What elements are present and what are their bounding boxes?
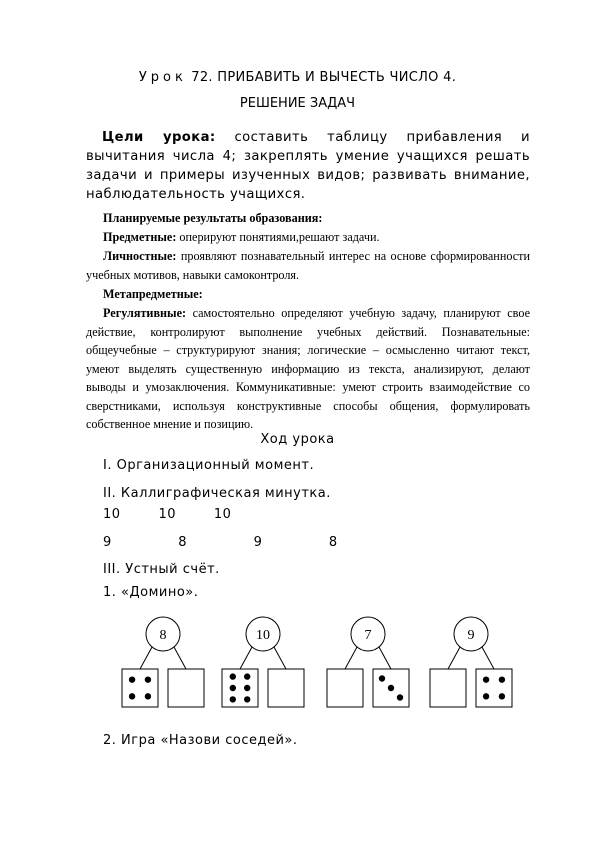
domino-number: 8 xyxy=(159,628,167,643)
connector-line xyxy=(274,647,286,669)
subject-label: Предметные: xyxy=(103,230,177,244)
domino-left-half xyxy=(327,669,363,707)
connector-line xyxy=(174,647,186,669)
connector-line xyxy=(448,647,460,669)
domino-pip xyxy=(397,694,403,700)
personal-outcomes xyxy=(86,247,530,284)
domino-right-half xyxy=(476,669,512,707)
subject-text: оперируют понятиями,решают задачи. xyxy=(176,230,380,244)
calligraphy-row-tens: 10 10 10 xyxy=(103,507,232,522)
domino-right-half xyxy=(268,669,304,707)
domino-number: 9 xyxy=(467,628,475,643)
outcomes-heading-text: Планируемые результаты образования: xyxy=(103,211,323,225)
lesson-title xyxy=(0,70,595,85)
domino-item xyxy=(430,617,512,707)
regulatory-outcomes xyxy=(86,304,530,434)
course-heading: Ход урока xyxy=(260,432,335,447)
domino-left-half xyxy=(430,669,466,707)
domino-right-half xyxy=(168,669,204,707)
meta-heading xyxy=(103,285,547,304)
domino-pip xyxy=(230,685,236,691)
game-label: 2. Игра «Назови соседей». xyxy=(103,733,298,748)
lesson-goals xyxy=(86,128,530,204)
domino-pip xyxy=(129,693,135,699)
domino-pip xyxy=(499,693,505,699)
domino-pip xyxy=(145,693,151,699)
domino-exercise xyxy=(0,600,595,725)
domino-left-half xyxy=(122,669,158,707)
goals-label: Цели урока: xyxy=(102,130,216,145)
domino-pip xyxy=(499,676,505,682)
domino-item xyxy=(327,617,409,707)
personal-text: проявляют познавательный интерес на основе сформированности учебных мотивов, навыки самоконтроля. xyxy=(86,249,530,282)
section-calligraphy: II. Каллиграфическая минутка. xyxy=(103,486,331,501)
lesson-subtitle: РЕШЕНИЕ ЗАДАЧ xyxy=(239,96,356,111)
domino-pip xyxy=(388,685,394,691)
connector-line xyxy=(345,647,357,669)
domino-pip xyxy=(129,676,135,682)
regulatory-text: самостоятельно определяют учебную задачу, планируют свое действие, контролируют выполнение учебных действий. Познавательные: общеучебные – структурируют знания; логические – осмысленно читают текст, умеют выделять существенную информацию из текста, анализируют, делают выводы и умозаключения. Коммуникативные: умеют строить взаимодействие со сверстниками, используя конструктивные способы общения, формулировать собственное мнение и позицию. xyxy=(86,306,530,431)
personal-label: Личностные: xyxy=(103,249,177,263)
lesson-title-text: 72. ПРИБАВИТЬ И ВЫЧЕСТЬ ЧИСЛО 4. xyxy=(191,70,457,85)
subject-outcomes xyxy=(86,228,530,247)
domino-pip xyxy=(483,693,489,699)
domino-number: 10 xyxy=(256,628,270,643)
domino-number: 7 xyxy=(364,628,372,643)
domino-pip xyxy=(145,676,151,682)
goals-text: составить таблицу прибавления и вычитания числа 4; закреплять умение учащихся решать задачи и примеры изученных видов; развивать внимание, наблюдательность учащихся. xyxy=(86,130,530,202)
domino-pip xyxy=(483,676,489,682)
connector-line xyxy=(240,647,252,669)
domino-pip xyxy=(230,673,236,679)
section-oral-count: III. Устный счёт. xyxy=(103,562,220,577)
domino-pip xyxy=(244,685,250,691)
connector-line xyxy=(482,647,494,669)
section-organizational: I. Организационный момент. xyxy=(103,458,315,473)
connector-line xyxy=(379,647,391,669)
domino-pip xyxy=(244,673,250,679)
domino-pip xyxy=(244,696,250,702)
calligraphy-row-nines: 9 8 9 8 xyxy=(103,535,338,550)
meta-heading-text: Метапредметные: xyxy=(103,287,203,301)
lesson-word: Урок xyxy=(138,70,187,85)
domino-item xyxy=(222,617,304,707)
domino-pip xyxy=(230,696,236,702)
connector-line xyxy=(140,647,152,669)
domino-left-half xyxy=(222,669,258,707)
domino-pip xyxy=(379,675,385,681)
domino-item xyxy=(122,617,204,707)
outcomes-heading xyxy=(103,209,547,228)
domino-label: 1. «Домино». xyxy=(103,585,199,600)
regulatory-label: Регулятивные: xyxy=(103,306,187,320)
